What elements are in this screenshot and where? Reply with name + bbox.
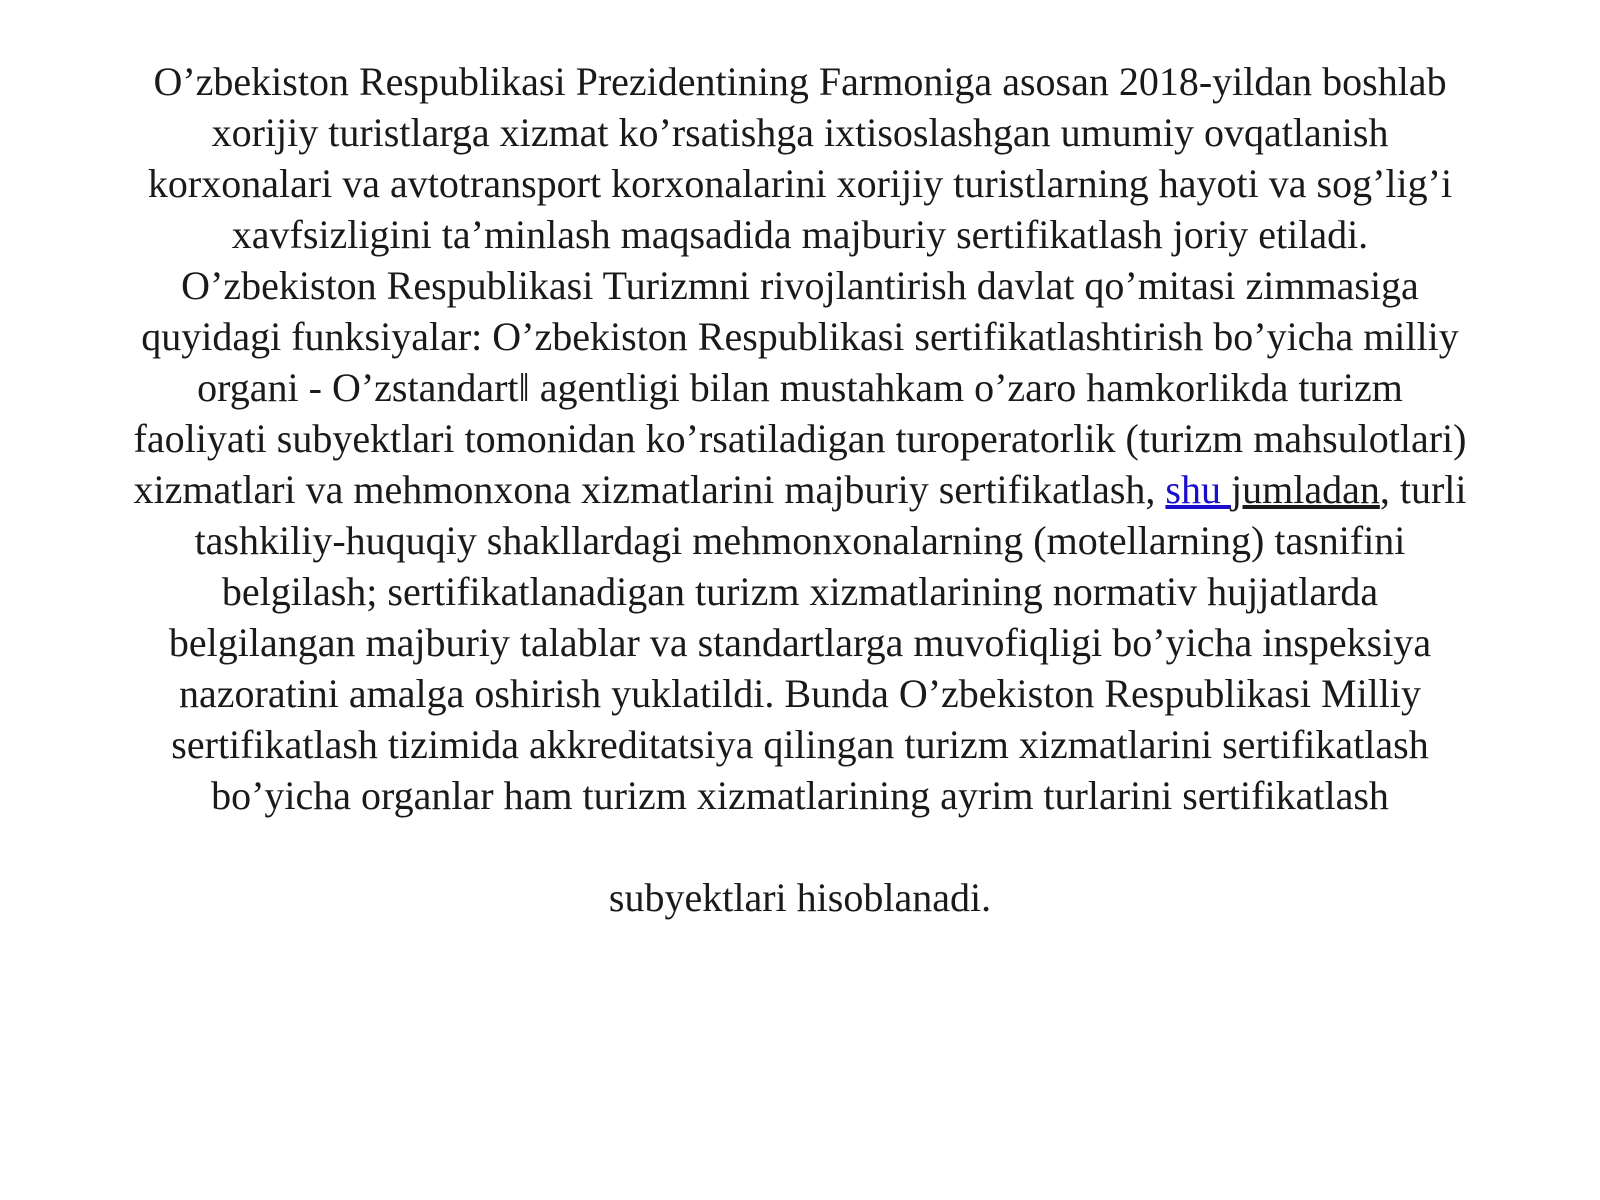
text-line-1: O’zbekiston Respublikasi Prezidentining Farmoniga asosan 2018-yildan boshlab	[153, 59, 1447, 104]
document-body	[90, 56, 1510, 923]
text-line-9-before: xizmatlari va mehmonxona xizmatlarini majburiy sertifikatlash,	[133, 467, 1166, 512]
text-line-7: organi - O’zstandart‖ agentligi bilan mustahkam o’zaro hamkorlikda turizm	[197, 365, 1403, 410]
text-line-8: faoliyati subyektlari tomonidan ko’rsatiladigan turoperatorlik (turizm mahsulotlari)	[133, 416, 1467, 461]
text-line-13: nazoratini amalga oshirish yuklatildi. Bunda O’zbekiston Respublikasi Milliy	[178, 671, 1422, 716]
text-line-15: bo’yicha organlar ham turizm xizmatlarining ayrim turlarini sertifikatlash	[211, 773, 1389, 818]
text-line-10: tashkiliy-huquqiy shakllardagi mehmonxonalarning (motellarning) tasnifini	[194, 518, 1406, 563]
text-line-2: xorijiy turistlarga xizmat ko’rsatishga ixtisoslashgan umumiy ovqatlanish	[211, 110, 1389, 155]
text-line-14: sertifikatlash tizimida akkreditatsiya qilingan turizm xizmatlarini sertifikatlash	[171, 722, 1429, 767]
text-line-3: korxonalari va avtotransport korxonalarini xorijiy turistlarning hayoti va sog’lig’i	[147, 161, 1453, 206]
text-line-12: belgilangan majburiy talablar va standartlarga muvofiqligi bo’yicha inspeksiya	[168, 620, 1432, 665]
text-line-9-after: , turli	[1379, 467, 1467, 512]
text-line-final: subyektlari hisoblanadi.	[608, 875, 992, 920]
text-line-6: quyidagi funksiyalar: O’zbekiston Respublikasi sertifikatlashtirish bo’yicha milliy	[141, 314, 1459, 359]
hyperlink-jumladan[interactable]: jumladan	[1230, 467, 1380, 512]
text-line-5: O’zbekiston Respublikasi Turizmni rivojlantirish davlat qo’mitasi zimmasiga	[181, 263, 1419, 308]
text-line-11: belgilash; sertifikatlanadigan turizm xizmatlarining normativ hujjatlarda	[221, 569, 1379, 614]
hyperlink-shu[interactable]: shu	[1165, 467, 1231, 512]
text-line-9	[90, 464, 1510, 515]
text-line-4: xavfsizligini ta’minlash maqsadida majburiy sertifikatlash joriy etiladi.	[231, 212, 1369, 257]
